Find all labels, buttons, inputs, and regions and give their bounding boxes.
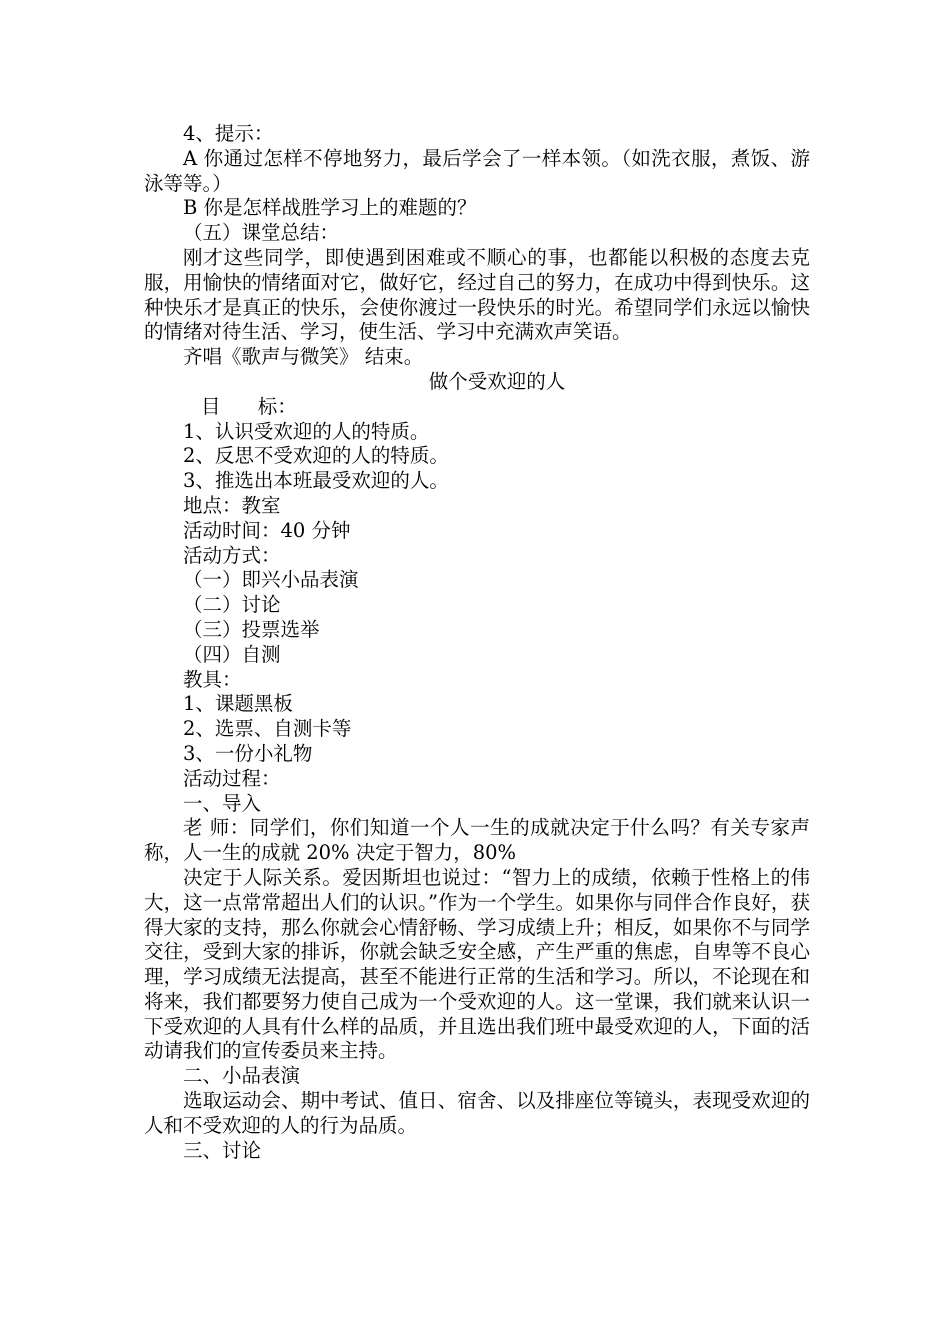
section-title: 做个受欢迎的人 — [428, 369, 566, 393]
method-item: （三）投票选举 — [183, 617, 320, 641]
tip-a: A 你通过怎样不停地努力，最后学会了一样本领。（如洗衣服，煮饭、游泳等等。） — [144, 146, 810, 195]
material-item: 3、一份小礼物 — [183, 741, 313, 765]
location: 地点：教室 — [183, 493, 281, 517]
summary-heading: （五）课堂总结： — [183, 221, 340, 245]
goals-heading: 目 标： — [201, 394, 297, 418]
intro-paragraph: 决定于人际关系。爱因斯坦也说过：“智力上的成绩，依赖于性格上的伟大，这一点常常超出人们的认识。”作为一个学生。如果你与同伴合作良好，获得大家的支持，那么你就会心情舒畅、学习成绩上升；相反，如果你不与同学交往，受到大家的排诉，你就会缺乏安全感，产生严重的焦虑，自卑等不良心理，学习成绩无法提高，甚至不能进行正常的生活和学习。所以，不论现在和将来，我们都要努力使自己成为一个受欢迎的人。这一堂课，我们就来认识一下受欢迎的人具有什么样的品质，并且选出我们班中最受欢迎的人，下面的活动请我们的宣传委员来主持。 — [144, 865, 810, 1063]
material-item: 1、课题黑板 — [183, 692, 293, 716]
step-discussion-heading: 三、讨论 — [183, 1138, 262, 1162]
goal-item: 3、推选出本班最受欢迎的人。 — [183, 469, 449, 493]
materials-heading: 教具： — [183, 667, 242, 691]
method-item: （二）讨论 — [183, 593, 281, 617]
activity-methods-heading: 活动方式： — [183, 543, 281, 567]
step-sketch-heading: 二、小品表演 — [183, 1064, 301, 1088]
goal-item: 2、反思不受欢迎的人的特质。 — [183, 444, 449, 468]
document-page — [144, 122, 810, 1163]
tip-heading: 4、提示： — [183, 122, 274, 145]
goal-item: 1、认识受欢迎的人的特质。 — [183, 419, 430, 443]
teacher-paragraph: 老 师：同学们，你们知道一个人一生的成就决定于什么吗？有关专家声称，人一生的成就 20% 决定于智力，80% — [144, 816, 810, 865]
closing-song: 齐唱《歌声与微笑》 结束。 — [183, 345, 424, 369]
method-item: （四）自测 — [183, 642, 281, 666]
sketch-paragraph: 选取运动会、期中考试、值日、宿舍、以及排座位等镜头，表现受欢迎的人和不受欢迎的人的行为品质。 — [144, 1089, 810, 1137]
material-item: 2、选票、自测卡等 — [183, 717, 352, 741]
process-heading: 活动过程： — [183, 766, 281, 790]
tip-b: B 你是怎样战胜学习上的难题的？ — [183, 196, 477, 220]
step-intro-heading: 一、导入 — [183, 791, 262, 815]
summary-paragraph: 刚才这些同学，即使遇到困难或不顺心的事，也都能以积极的态度去克服，用愉快的情绪面对它，做好它，经过自己的努力，在成功中得到快乐。这种快乐才是真正的快乐，会使你渡过一段快乐的时光。希望同学们永远以愉快的情绪对待生活、学习，使生活、学习中充满欢声笑语。 — [144, 245, 810, 344]
method-item: （一）即兴小品表演 — [183, 568, 359, 592]
activity-time: 活动时间：40 分钟 — [183, 518, 351, 542]
